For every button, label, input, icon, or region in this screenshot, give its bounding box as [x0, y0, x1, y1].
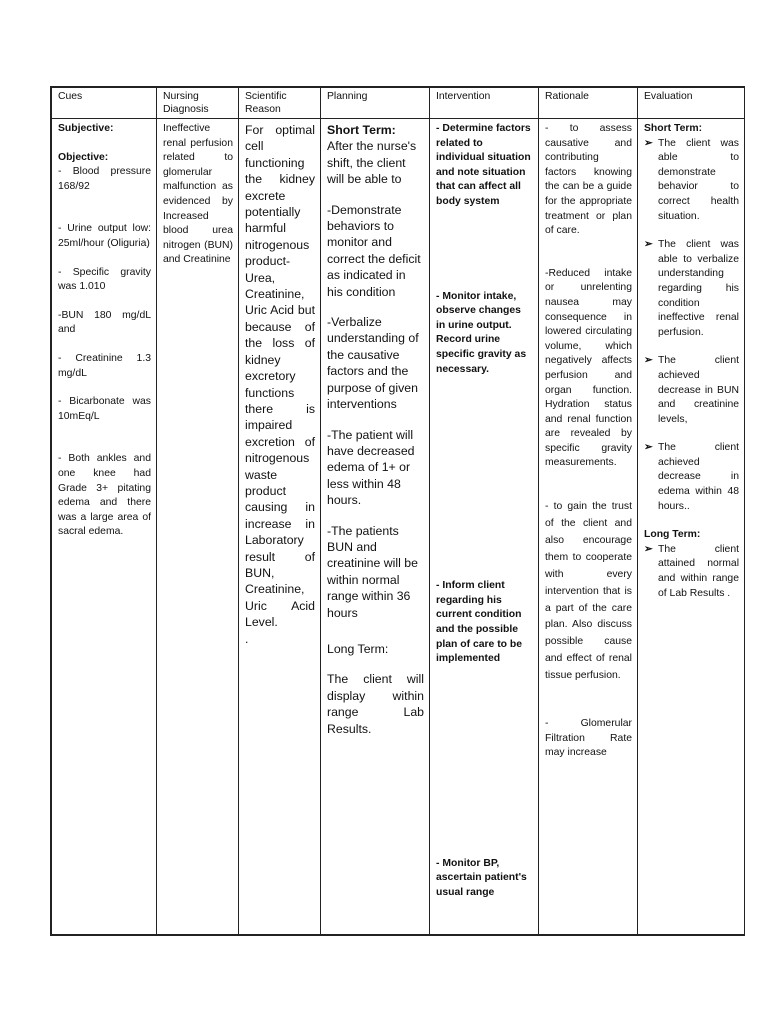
planning-short-label: Short Term: — [327, 123, 396, 137]
planning-cell — [321, 119, 430, 935]
intervention-item: - Inform client regarding his current condition and the possible plan of care to be implemented — [436, 580, 523, 665]
rationale-item: - Glomerular Filtration Rate may increase — [545, 718, 632, 759]
header-intervention: Intervention — [430, 88, 539, 119]
planning-item: -Demonstrate behaviors to monitor and correct the deficit as indicated in his condition — [327, 202, 421, 299]
evaluation-short-label: Short Term: — [644, 123, 703, 134]
reason-text: For optimal cell functioning the kidney excrete potentially harmful nitrogenous product- Urea, Creatinine, Uric Acid but because of the loss of kidney excretory functions there is impaired excretion of nitrogenous waste product causing in increase in Laboratory result of BUN, Creatinine, Uric Acid Level. — [245, 123, 315, 630]
planning-long-text: The client will display within range Lab Results. — [327, 672, 424, 736]
rationale-item: -Reduced intake or unrelenting nausea may consequence in lowered circulating volume, which negatively affects perfusion and organ function. Hydration status and renal function are revealed by specific gravity measurements. — [545, 267, 632, 469]
table-row — [52, 119, 745, 935]
evaluation-item: The client was able to verbalize understanding regarding his condition ineffective renal perfusion. — [658, 239, 739, 338]
reason-trailing: . — [245, 631, 249, 646]
arrow-bullet-icon: ➢ — [644, 355, 653, 367]
list-item — [644, 137, 739, 225]
cues-cell — [52, 119, 157, 935]
intervention-item: - Monitor BP, ascertain patient's usual range — [436, 857, 527, 898]
rationale-cell — [539, 119, 638, 935]
planning-item: -The patient will have decreased edema of 1+ or less within 48 hours. — [327, 427, 415, 508]
header-cues: Cues — [52, 88, 157, 119]
subjective-label: Subjective: — [58, 123, 114, 134]
rationale-item: - to assess causative and contributing factors knowing the can be a guide for the appropriate treatment or plan of care. — [545, 123, 632, 237]
objective-label: Objective: — [58, 151, 109, 163]
cue-item: - Bicarbonate was 10mEq/L — [58, 396, 151, 422]
cue-item: -BUN 180 mg/dL and — [58, 309, 151, 336]
intervention-item: - Monitor intake, observe changes in urine output. Record urine specific gravity as necessary. — [436, 290, 527, 375]
intervention-cell — [430, 119, 539, 935]
cue-item: - Both ankles and one knee had Grade 3+ pitating edema and there was a large area of sacral edema. — [58, 453, 151, 538]
arrow-bullet-icon: ➢ — [644, 137, 653, 149]
rationale-item: - to gain the trust of the client and also encourage them to cooperate with every intervention that is a part of the care plan. Also discuss possible cause and effect of renal tissue perfusion. — [545, 501, 632, 682]
list-item — [644, 354, 739, 427]
list-item — [644, 441, 739, 514]
list-item — [644, 238, 739, 340]
header-diagnosis: Nursing Diagnosis — [157, 88, 239, 119]
evaluation-long-label: Long Term: — [644, 529, 701, 541]
header-rationale: Rationale — [539, 88, 638, 119]
cue-item: - Creatinine 1.3 mg/dL — [58, 352, 151, 379]
diagnosis-cell — [157, 119, 239, 935]
evaluation-item: The client achieved decrease in edema within 48 hours.. — [658, 442, 739, 512]
care-plan-table-frame — [50, 86, 745, 936]
planning-short-intro: After the nurse's shift, the client will be able to — [327, 139, 417, 187]
planning-item: -Verbalize understanding of the causative factors and the purpose of given interventions — [327, 315, 419, 412]
planning-long-label: Long Term: — [327, 641, 389, 656]
list-item — [644, 543, 739, 601]
cue-item: - Specific gravity was 1.010 — [58, 266, 151, 293]
evaluation-item: The client attained normal and within range of Lab Results . — [658, 543, 739, 599]
arrow-bullet-icon: ➢ — [644, 239, 653, 251]
evaluation-cell — [638, 119, 745, 935]
header-row — [52, 88, 745, 119]
header-reason: Scientific Reason — [239, 88, 321, 119]
reason-cell — [239, 119, 321, 935]
evaluation-item: The client was able to demonstrate behavior to correct health situation. — [658, 137, 739, 222]
nursing-care-plan-table — [51, 87, 745, 935]
cue-item: - Blood pressure 168/92 — [58, 166, 151, 192]
diagnosis-text: Ineffective renal perfusion related to glomerular malfunction as evidenced by Increased blood urea nitrogen (BUN) and Creatinine — [163, 123, 233, 266]
intervention-item: - Determine factors related to individual situation and note situation that can affect all body system — [436, 123, 531, 207]
arrow-bullet-icon: ➢ — [644, 543, 653, 555]
cue-item: - Urine output low: 25ml/hour (Oliguria) — [58, 223, 151, 249]
planning-item: -The patients BUN and creatinine will be within normal range within 36 hours — [327, 523, 418, 620]
evaluation-item: The client achieved decrease in BUN and creatinine levels, — [658, 355, 739, 425]
header-planning: Planning — [321, 88, 430, 119]
header-evaluation: Evaluation — [638, 88, 745, 119]
arrow-bullet-icon: ➢ — [644, 442, 653, 454]
